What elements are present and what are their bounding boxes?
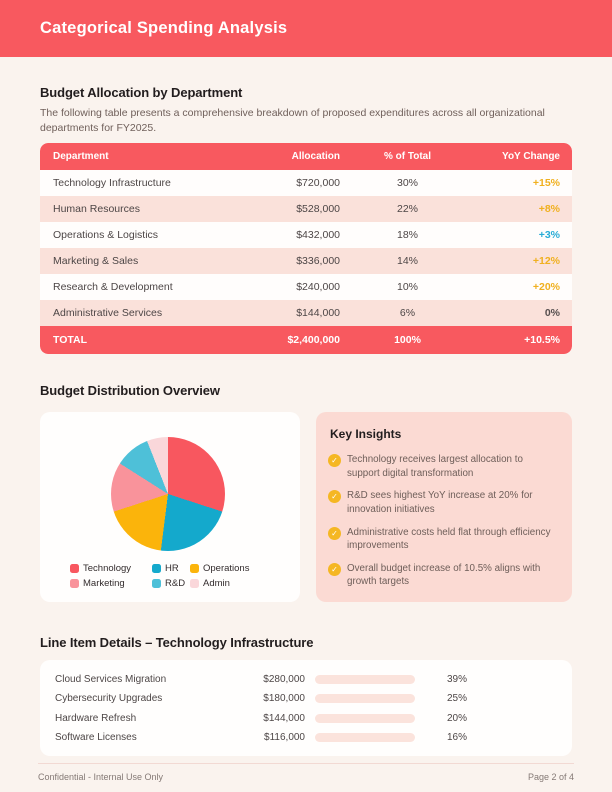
line-items-section-heading: Line Item Details – Technology Infrastructure (40, 635, 314, 651)
table-row (40, 300, 572, 326)
page-footer (38, 763, 574, 782)
legend-item (70, 563, 152, 574)
legend-item (152, 578, 190, 589)
table-header-row (40, 143, 572, 170)
total-pct-cell: 100% (394, 334, 421, 347)
legend-label: Operations (203, 563, 250, 575)
footer-page-number: Page 2 of 4 (527, 772, 574, 782)
line-item-amount: $116,000 (264, 732, 305, 744)
line-items-card (40, 660, 572, 756)
yoy-change-cell: +12% (532, 255, 560, 268)
department-cell: Marketing & Sales (53, 255, 139, 268)
department-cell: Human Resources (53, 203, 140, 216)
table-row (40, 222, 572, 248)
line-item-row (40, 708, 572, 728)
line-item-pct: 39% (447, 673, 468, 685)
legend-swatch-rd (152, 579, 161, 588)
pie-chart-card (40, 412, 300, 602)
column-header-allocation: Allocation (291, 151, 340, 163)
allocation-table (40, 143, 572, 354)
check-icon: ✓ (328, 454, 341, 467)
legend-label: Marketing (83, 578, 125, 590)
line-item-pct: 20% (447, 712, 468, 724)
insight-text: R&D sees highest YoY increase at 20% for innovation initiatives (347, 490, 533, 515)
yoy-change-cell: +20% (532, 281, 560, 294)
budget-pie-chart (111, 437, 225, 551)
total-label-cell: TOTAL (53, 334, 88, 347)
page-header (0, 0, 612, 57)
check-icon: ✓ (328, 563, 341, 576)
pct-of-total-cell: 14% (396, 255, 418, 268)
distribution-section-heading: Budget Distribution Overview (40, 383, 220, 399)
table-row (40, 274, 572, 300)
line-item-amount: $280,000 (263, 673, 305, 685)
pct-of-total-cell: 6% (399, 307, 416, 320)
department-cell: Technology Infrastructure (53, 177, 171, 190)
line-item-pct: 25% (447, 693, 468, 705)
yoy-change-cell: +15% (532, 177, 560, 190)
pct-of-total-cell: 22% (396, 203, 418, 216)
insight-item (328, 526, 556, 553)
legend-swatch-technology (70, 564, 79, 573)
page-content (0, 85, 612, 756)
yoy-change-cell: +8% (538, 203, 560, 216)
line-item-label: Cybersecurity Upgrades (55, 693, 163, 705)
legend-item (190, 563, 249, 574)
distribution-cards-row (40, 412, 572, 602)
pie-legend (70, 563, 249, 589)
legend-label: Technology (83, 563, 132, 575)
legend-swatch-admin (190, 579, 199, 588)
table-total-row (40, 326, 572, 354)
check-icon: ✓ (328, 527, 341, 540)
legend-label: R&D (165, 578, 186, 590)
pct-of-total-cell: 10% (396, 281, 418, 294)
page-title: Categorical Spending Analysis (40, 19, 288, 37)
allocation-cell: $720,000 (296, 177, 340, 190)
department-cell: Research & Development (53, 281, 173, 294)
legend-item (190, 578, 249, 589)
insight-item (328, 453, 556, 480)
total-yoy-cell: +10.5% (524, 334, 560, 347)
allocation-section-description: The following table presents a comprehensive breakdown of proposed expenditures across all organizational departments for FY2025. (40, 107, 545, 135)
yoy-change-cell: +3% (538, 229, 560, 242)
legend-swatch-hr (152, 564, 161, 573)
yoy-change-cell: 0% (544, 307, 560, 320)
department-cell: Operations & Logistics (53, 229, 159, 242)
check-icon: ✓ (328, 490, 341, 503)
column-header-yoy-change: YoY Change (502, 151, 560, 163)
allocation-cell: $528,000 (296, 203, 340, 216)
legend-label: Admin (203, 578, 230, 590)
line-item-label: Hardware Refresh (55, 712, 137, 724)
line-item-row (40, 728, 572, 748)
pct-of-total-cell: 30% (396, 177, 418, 190)
legend-item (70, 578, 152, 589)
allocation-cell: $144,000 (296, 307, 340, 320)
column-header-department: Department (53, 151, 109, 163)
allocation-cell: $240,000 (296, 281, 340, 294)
allocation-section-heading: Budget Allocation by Department (40, 85, 243, 100)
key-insights-card (316, 412, 572, 602)
insight-item (328, 562, 556, 589)
bar-track (315, 675, 415, 684)
line-item-row (40, 689, 572, 709)
bar-track (315, 733, 415, 742)
insight-text: Technology receives largest allocation to support digital transformation (347, 454, 523, 479)
department-cell: Administrative Services (53, 307, 163, 320)
insight-item (328, 489, 556, 516)
legend-label: HR (165, 563, 179, 575)
legend-swatch-operations (190, 564, 199, 573)
line-item-label: Cloud Services Migration (55, 673, 167, 685)
legend-swatch-marketing (70, 579, 79, 588)
line-item-label: Software Licenses (55, 732, 137, 744)
line-item-amount: $180,000 (263, 693, 305, 705)
column-header-pct-of-total: % of Total (383, 151, 432, 163)
table-row (40, 170, 572, 196)
pct-of-total-cell: 18% (396, 229, 418, 242)
footer-confidentiality-note: Confidential - Internal Use Only (38, 772, 164, 782)
line-item-row (40, 669, 572, 689)
insight-text: Administrative costs held flat through efficiency improvements (347, 526, 551, 552)
bar-track (315, 694, 415, 703)
legend-item (152, 563, 190, 574)
total-allocation-cell: $2,400,000 (287, 334, 340, 347)
key-insights-title: Key Insights (330, 427, 402, 442)
table-row (40, 196, 572, 222)
line-item-pct: 16% (447, 732, 468, 744)
allocation-cell: $336,000 (296, 255, 340, 268)
line-item-amount: $144,000 (263, 712, 305, 724)
insight-text: Overall budget increase of 10.5% aligns with growth targets (347, 562, 541, 588)
bar-track (315, 714, 415, 723)
allocation-cell: $432,000 (296, 229, 340, 242)
table-row (40, 248, 572, 274)
